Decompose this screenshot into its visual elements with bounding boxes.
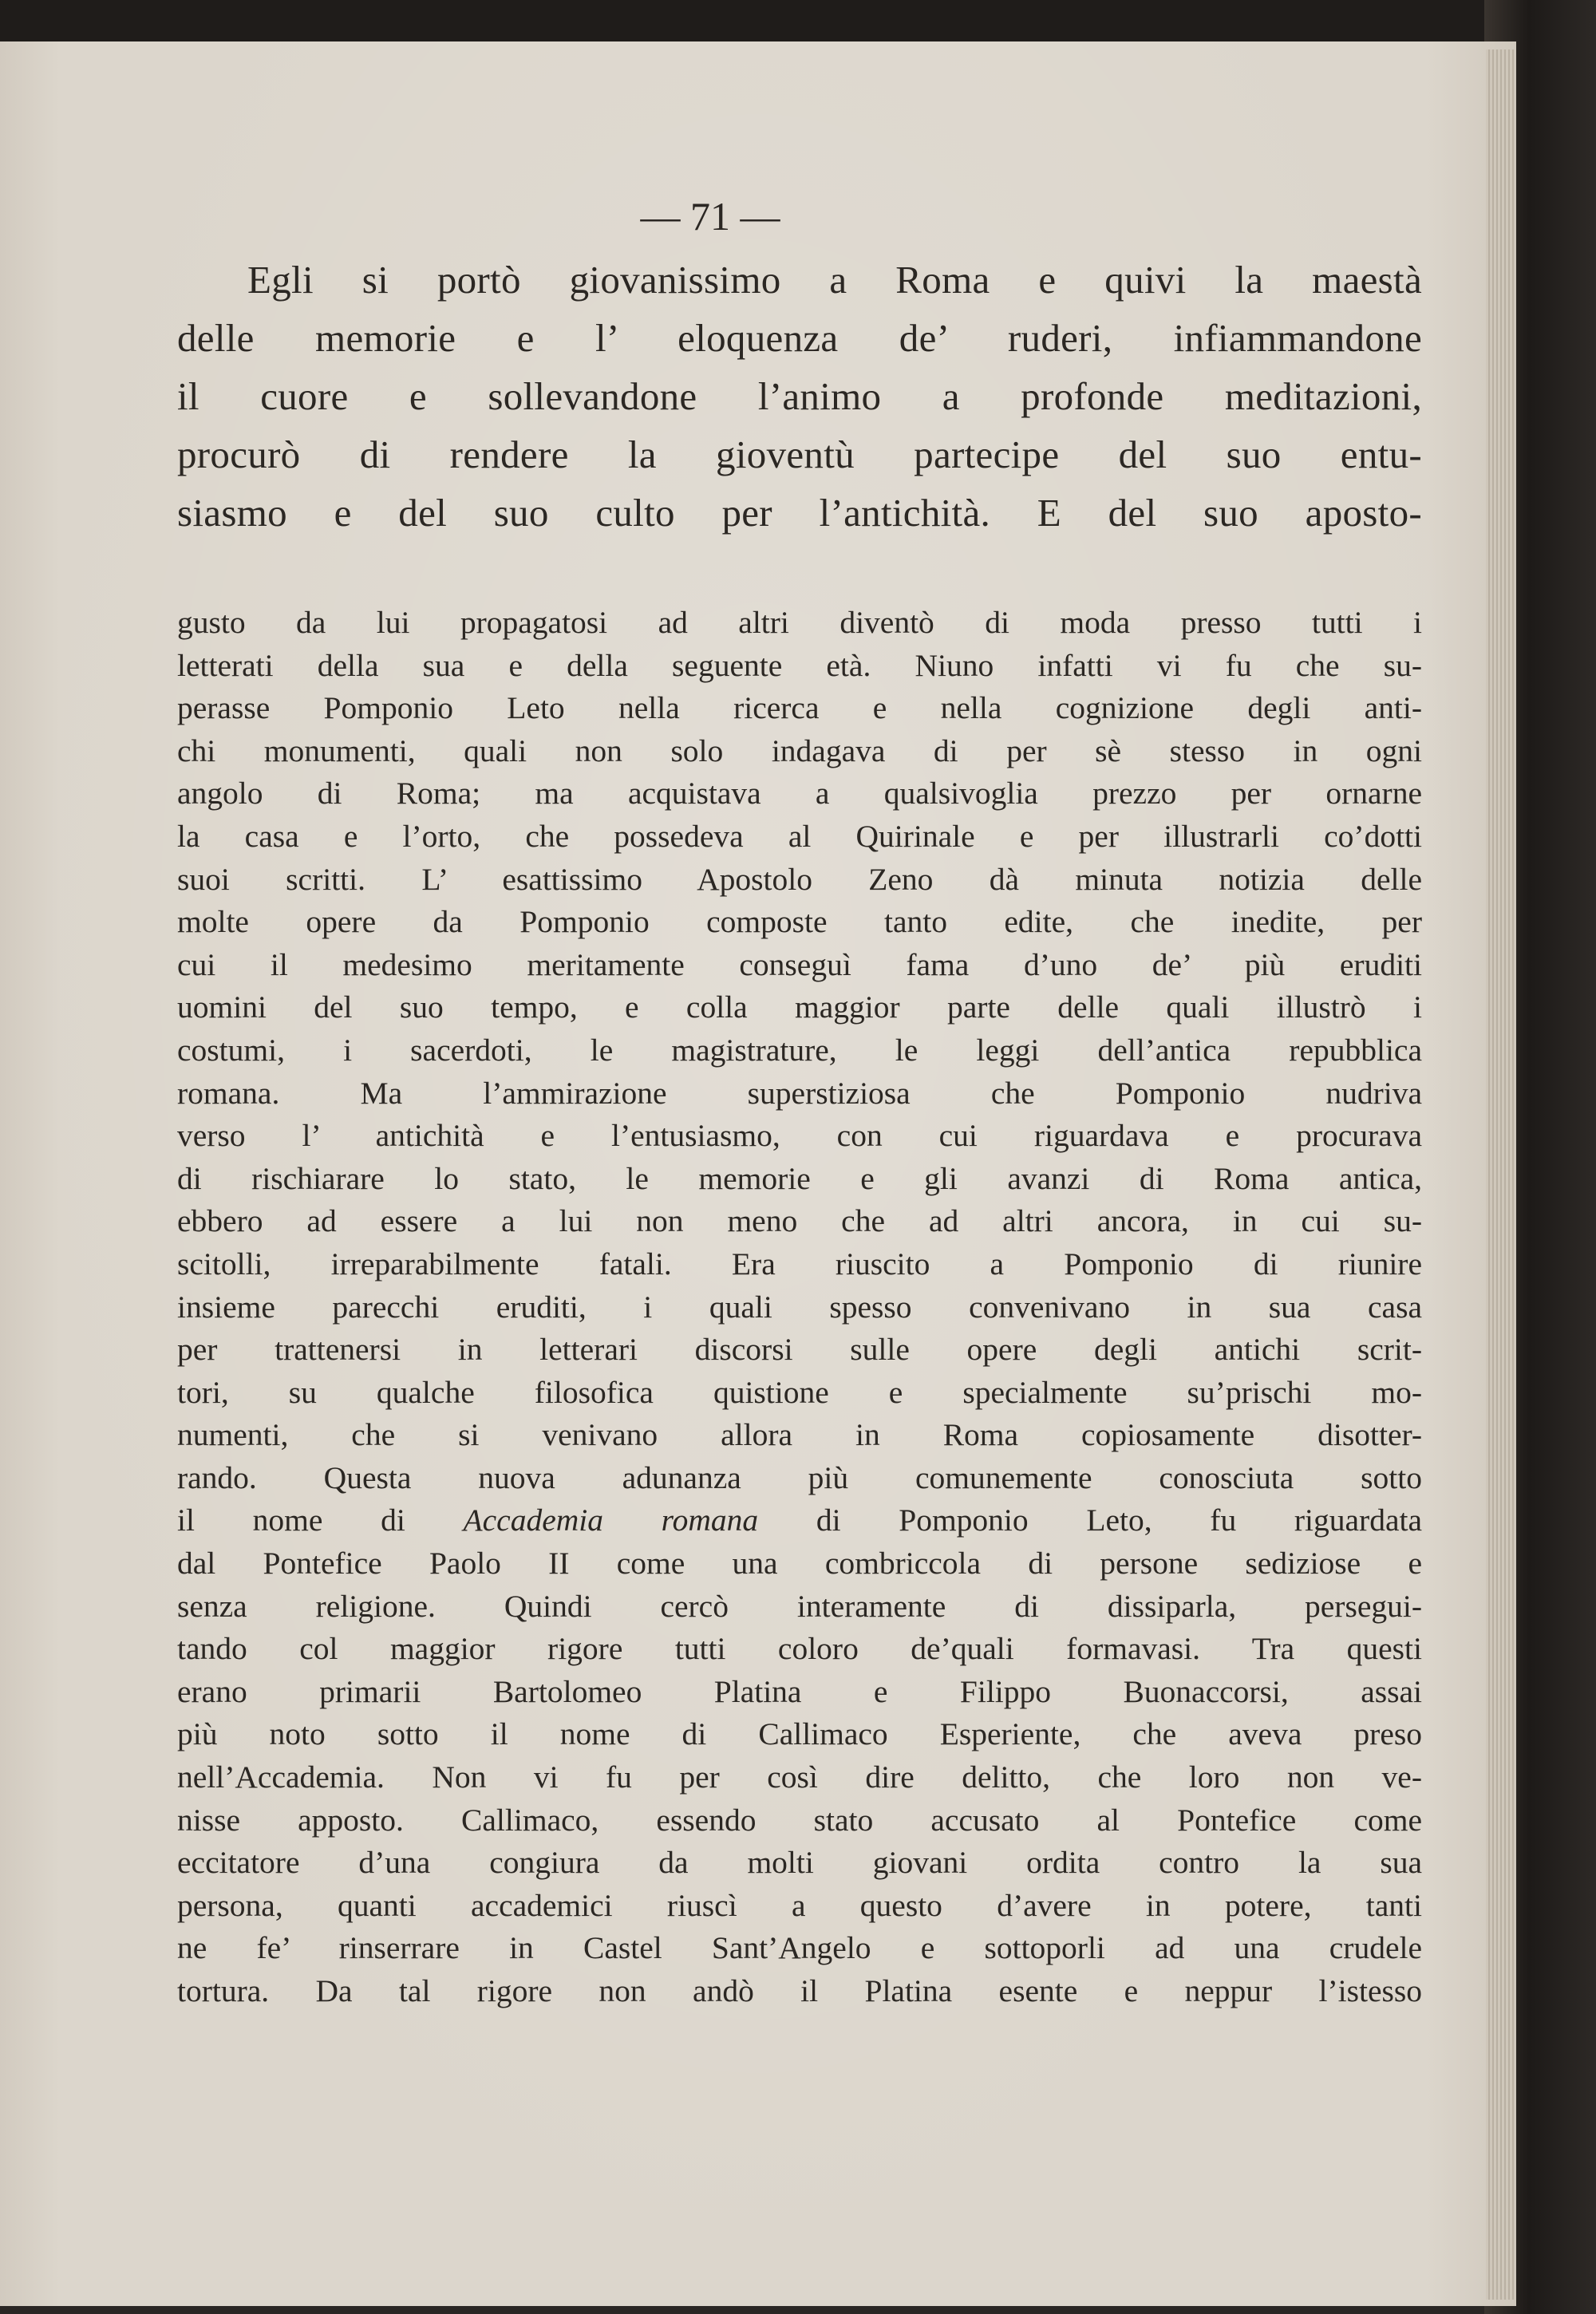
- text-line: angolo di Roma; ma acquistava a qualsivoglia prezzo per ornarne: [177, 776, 1422, 811]
- text-line: la casa e l’orto, che possedeva al Quirinale e per illustrarli co’dotti: [177, 818, 1422, 854]
- text-line: insieme parecchi eruditi, i quali spesso convenivano in sua casa: [177, 1289, 1422, 1325]
- paragraph-1: [177, 251, 1422, 542]
- text-line: nisse apposto. Callimaco, essendo stato accusato al Pontefice come: [177, 1802, 1422, 1838]
- text-line: tando col maggior rigore tutti coloro de’quali formavasi. Tra questi: [177, 1631, 1422, 1667]
- text-line: nell’Accademia. Non vi fu per così dire delitto, che loro non ve-: [177, 1759, 1422, 1795]
- text-line: eccitatore d’una congiura da molti giovani ordita contro la sua: [177, 1845, 1422, 1881]
- text-line: uomini del suo tempo, e colla maggior parte delle quali illustrò i: [177, 989, 1422, 1025]
- book-page: [0, 41, 1516, 2306]
- text-line: suoi scritti. L’ esattissimo Apostolo Zeno dà minuta notizia delle: [177, 861, 1422, 897]
- text-line: tortura. Da tal rigore non andò il Platina esente e neppur l’istesso: [177, 1973, 1422, 2008]
- text-line: cui il medesimo meritamente conseguì fama d’uno de’ più eruditi: [177, 946, 1422, 982]
- text-line: più noto sotto il nome di Callimaco Esperiente, che aveva preso: [177, 1716, 1422, 1752]
- text-line: romana. Ma l’ammirazione superstiziosa che Pomponio nudriva: [177, 1075, 1422, 1111]
- text-line: rando. Questa nuova adunanza più comunemente conosciuta sotto: [177, 1459, 1422, 1495]
- text-line: verso l’ antichità e l’entusiasmo, con cui riguardava e procurava: [177, 1118, 1422, 1154]
- text-line-with-italic: [177, 1499, 1422, 1542]
- text-line: senza religione. Quindi cercò interamente di dissiparla, persegui-: [177, 1588, 1422, 1624]
- text-line: ne fe’ rinserrare in Castel Sant’Angelo e sottoporli ad una crudele: [177, 1930, 1422, 1966]
- text-line: per trattenersi in letterari discorsi sulle opere degli antichi scrit-: [177, 1332, 1422, 1368]
- book-top-edge: [0, 0, 1516, 41]
- text-line: molte opere da Pomponio composte tanto edite, che inedite, per: [177, 904, 1422, 940]
- text-line: scitolli, irreparabilmente fatali. Era riuscito a Pomponio di riunire: [177, 1246, 1422, 1281]
- text-segment: di Pomponio Leto, fu riguardata: [758, 1503, 1422, 1538]
- text-line: di rischiarare lo stato, le memorie e gli avanzi di Roma antica,: [177, 1160, 1422, 1196]
- paragraph-2: [177, 602, 1422, 2013]
- text-line: persona, quanti accademici riuscì a questo d’avere in potere, tanti: [177, 1887, 1422, 1923]
- text-line: dal Pontefice Paolo II come una combriccola di persone sediziose e: [177, 1546, 1422, 1581]
- text-line: Egli si portò giovanissimo a Roma e quivi la maestà: [247, 258, 1422, 302]
- text-line: tori, su qualche filosofica quistione e specialmente su’prischi mo-: [177, 1374, 1422, 1410]
- text-line: chi monumenti, quali non solo indagava di per sè stesso in ogni: [177, 733, 1422, 768]
- text-line: costumi, i sacerdoti, le magistrature, le leggi dell’antica repubblica: [177, 1032, 1422, 1068]
- text-line: letterati della sua e della seguente età. Niuno infatti vi fu che su-: [177, 647, 1422, 683]
- text-line: gusto da lui propagatosi ad altri diventò di moda presso tutti i: [177, 605, 1422, 640]
- text-line: il cuore e sollevandone l’animo a profonde meditazioni,: [177, 374, 1422, 418]
- text-line: siasmo e del suo culto per l’antichità. E del suo aposto-: [177, 491, 1422, 535]
- text-line: perasse Pomponio Leto nella ricerca e nella cognizione degli anti-: [177, 690, 1422, 726]
- text-line: erano primarii Bartolomeo Platina e Filippo Buonaccorsi, assai: [177, 1673, 1422, 1709]
- text-line: numenti, che si venivano allora in Roma copiosamente disotter-: [177, 1417, 1422, 1453]
- text-line: ebbero ad essere a lui non meno che ad altri ancora, in cui su-: [177, 1203, 1422, 1239]
- page-stack-edges: [1486, 49, 1515, 2300]
- text-segment: il nome di: [177, 1503, 464, 1538]
- italic-title: Accademia romana: [463, 1503, 759, 1538]
- text-line: delle memorie e l’ eloquenza de’ ruderi, infiammandone: [177, 316, 1422, 360]
- text-line: procurò di rendere la gioventù partecipe del suo entu-: [177, 432, 1422, 476]
- page-number: — 71 —: [640, 194, 780, 239]
